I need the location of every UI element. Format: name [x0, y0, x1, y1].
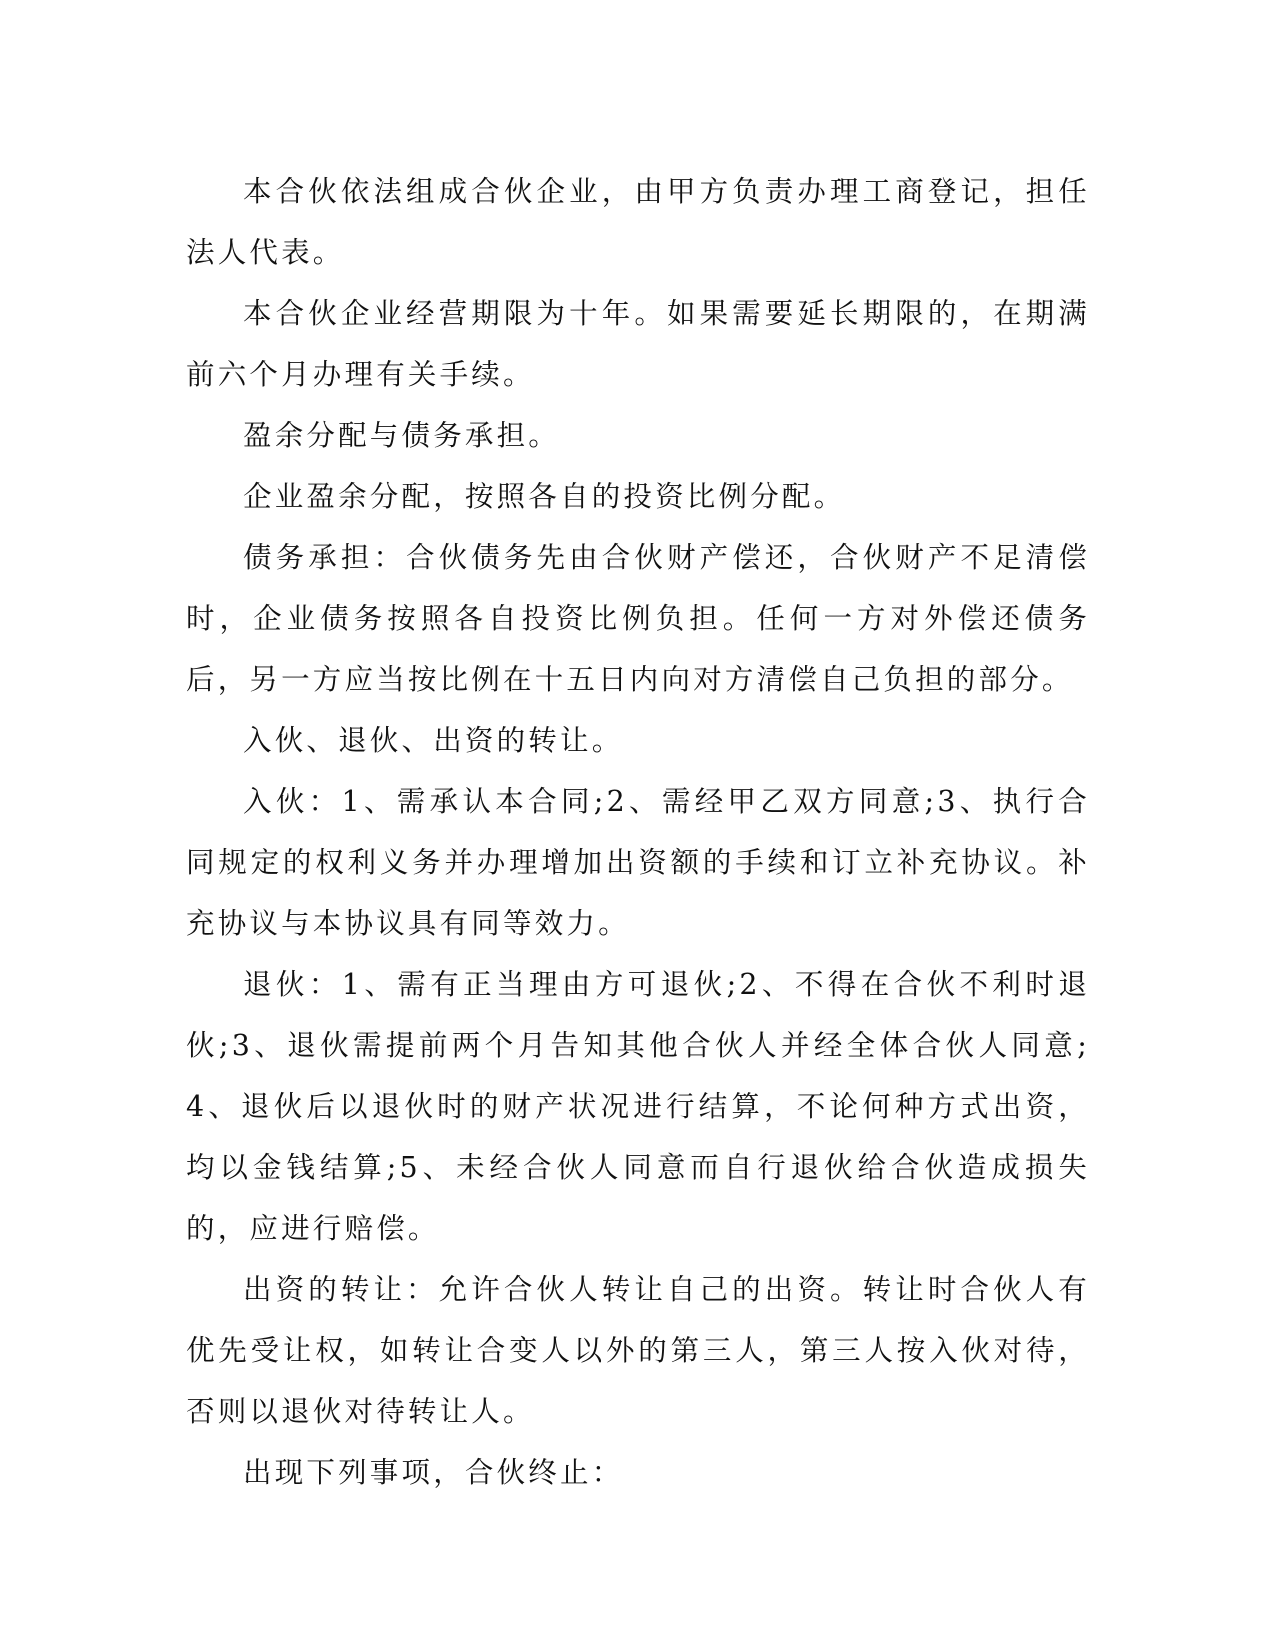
paragraph-debt-liability: 债务承担：合伙债务先由合伙财产偿还，合伙财产不足清偿时，企业债务按照各自投资比例负担。任何一方对外偿还债务后，另一方应当按比例在十五日内向对方清偿自己负担的部分。 — [186, 541, 1090, 696]
paragraph-profit-debt-heading: 盈余分配与债务承担。 — [243, 419, 561, 452]
paragraph-admission-withdrawal-heading: 入伙、退伙、出资的转让。 — [243, 724, 624, 757]
paragraph-business-term: 本合伙企业经营期限为十年。如果需要延长期限的，在期满前六个月办理有关手续。 — [186, 297, 1090, 391]
paragraph-withdrawal: 退伙：1、需有正当理由方可退伙;2、不得在合伙不利时退伙;3、退伙需提前两个月告知其他合伙人并经全体合伙人同意;4、退伙后以退伙时的财产状况进行结算，不论何种方式出资，均以金钱结算;5、未经合伙人同意而自行退伙给合伙造成损失的，应进行赔偿。 — [186, 968, 1090, 1245]
paragraph-profit-distribution: 企业盈余分配，按照各自的投资比例分配。 — [243, 480, 846, 513]
paragraph-legal-representative: 本合伙依法组成合伙企业，由甲方负责办理工商登记，担任法人代表。 — [186, 175, 1090, 269]
paragraph-admission: 入伙：1、需承认本合同;2、需经甲乙双方同意;3、执行合同规定的权利义务并办理增加出资额的手续和订立补充协议。补充协议与本协议具有同等效力。 — [186, 785, 1090, 940]
document-body — [186, 161, 1090, 1503]
paragraph-capital-transfer: 出资的转让：允许合伙人转让自己的出资。转让时合伙人有优先受让权，如转让合变人以外的第三人，第三人按入伙对待，否则以退伙对待转让人。 — [186, 1273, 1090, 1428]
paragraph-termination-intro: 出现下列事项，合伙终止： — [243, 1456, 624, 1489]
